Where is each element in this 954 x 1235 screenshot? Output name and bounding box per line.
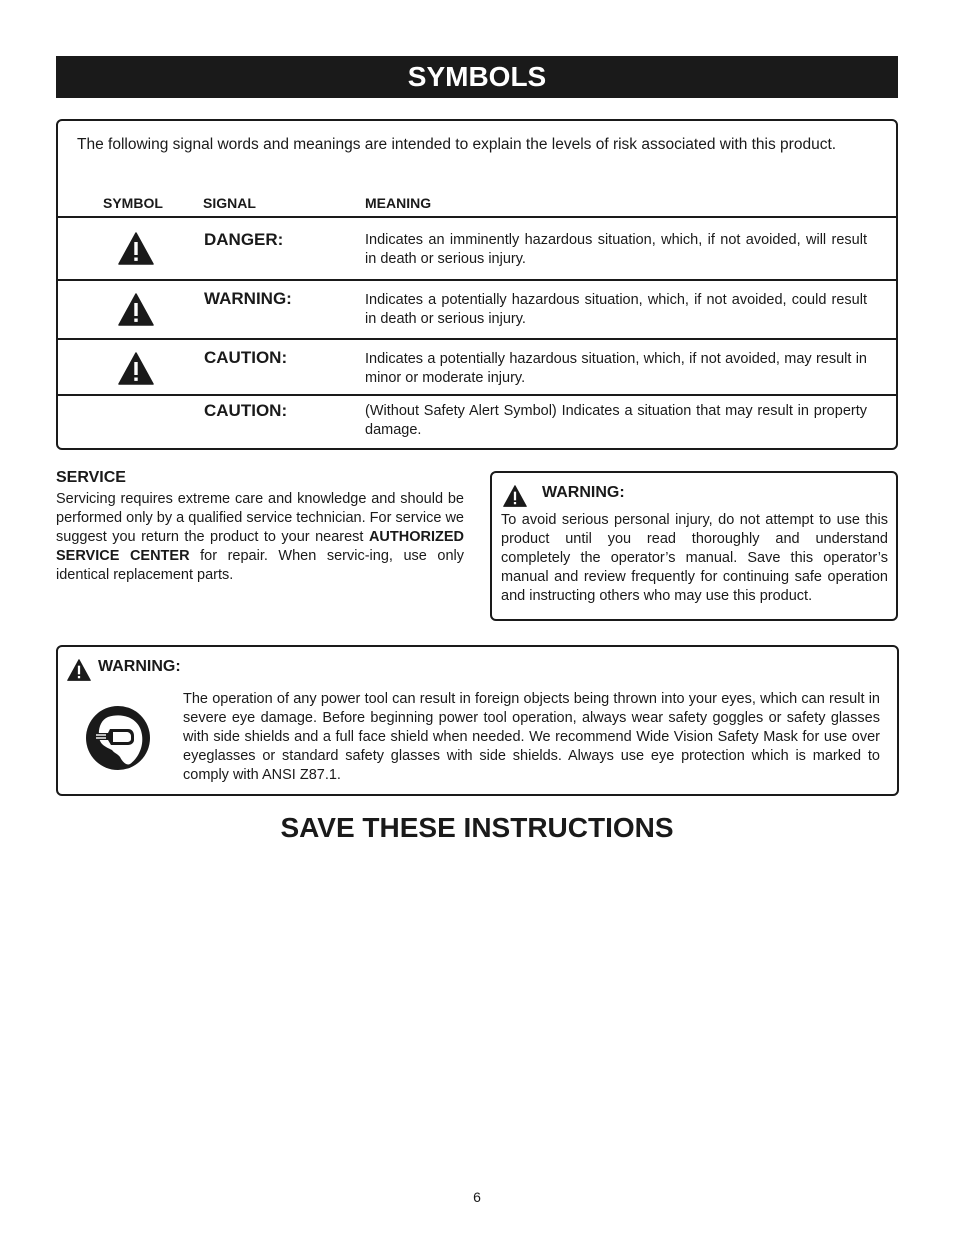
warning-heading: WARNING: [542, 484, 625, 501]
signal-word: WARNING: [204, 289, 292, 308]
warning-text: The operation of any power tool can result in foreign objects being thrown into your eyes, which can result in severe eye damage. Before beginning power tool operation, always wear safety goggles or safety glasses with side shields and a full face shield when needed. We recommend Wide Vision Safety Mask for use over eyeglasses or standard safety glasses with side shields. Always use eye protection which is marked to comply with ANSI Z87.1. [183, 691, 880, 783]
service-text-part: Servicing requires extreme care and knowledge and should be performed only by a qualified service technician. For service we suggest you return the product to your nearest [56, 491, 464, 545]
signal-word: DANGER: [204, 230, 284, 249]
page-number: 6 [473, 1189, 481, 1205]
safety-alert-icon [503, 485, 527, 507]
signal-meaning: (Without Safety Alert Symbol) Indicates a situation that may result in property damage. [365, 403, 867, 438]
column-header-signal: SIGNAL [203, 195, 256, 211]
save-instructions-heading: SAVE THESE INSTRUCTIONS [280, 812, 674, 843]
safety-alert-icon [118, 352, 154, 385]
warning-heading: WARNING: [98, 658, 181, 675]
signal-meaning: Indicates an imminently hazardous situation, which, if not avoided, will result in death or serious injury. [365, 232, 867, 267]
signal-word: CAUTION: [204, 348, 288, 367]
signal-meaning: Indicates a potentially hazardous situation, which, if not avoided, could result in death or serious injury. [365, 292, 867, 327]
safety-alert-icon [118, 293, 154, 326]
eye-warning-box [56, 645, 899, 796]
table-row [58, 394, 898, 448]
symbols-table [56, 119, 898, 450]
eye-protection-icon [84, 703, 152, 773]
table-row [58, 216, 898, 279]
safety-alert-icon [67, 659, 91, 681]
signal-word: CAUTION: [204, 401, 288, 420]
manual-warning-box [490, 471, 898, 621]
service-heading: SERVICE [56, 469, 126, 486]
page-title: SYMBOLS [56, 56, 898, 98]
table-row [58, 338, 898, 394]
authorized-service-center: AUTHORIZED SERVICE CENTER [56, 529, 464, 564]
service-text [56, 490, 464, 585]
table-row [58, 279, 898, 338]
warning-text: To avoid serious personal injury, do not attempt to use this product until you read thoroughly and understand completely the operator’s manual. Save this operator’s manual and review frequently for continuing safe operation and instructing others who may use this product. [501, 512, 888, 604]
service-text-part: for repair. When servic-ing, use only identical replacement parts. [56, 548, 464, 583]
safety-alert-icon [118, 232, 154, 265]
column-header-symbol: SYMBOL [103, 195, 163, 211]
column-header-meaning: MEANING [365, 195, 432, 211]
symbols-intro: The following signal words and meanings are intended to explain the levels of risk associated with this product. [77, 136, 837, 153]
signal-meaning: Indicates a potentially hazardous situation, which, if not avoided, may result in minor or moderate injury. [365, 351, 867, 386]
